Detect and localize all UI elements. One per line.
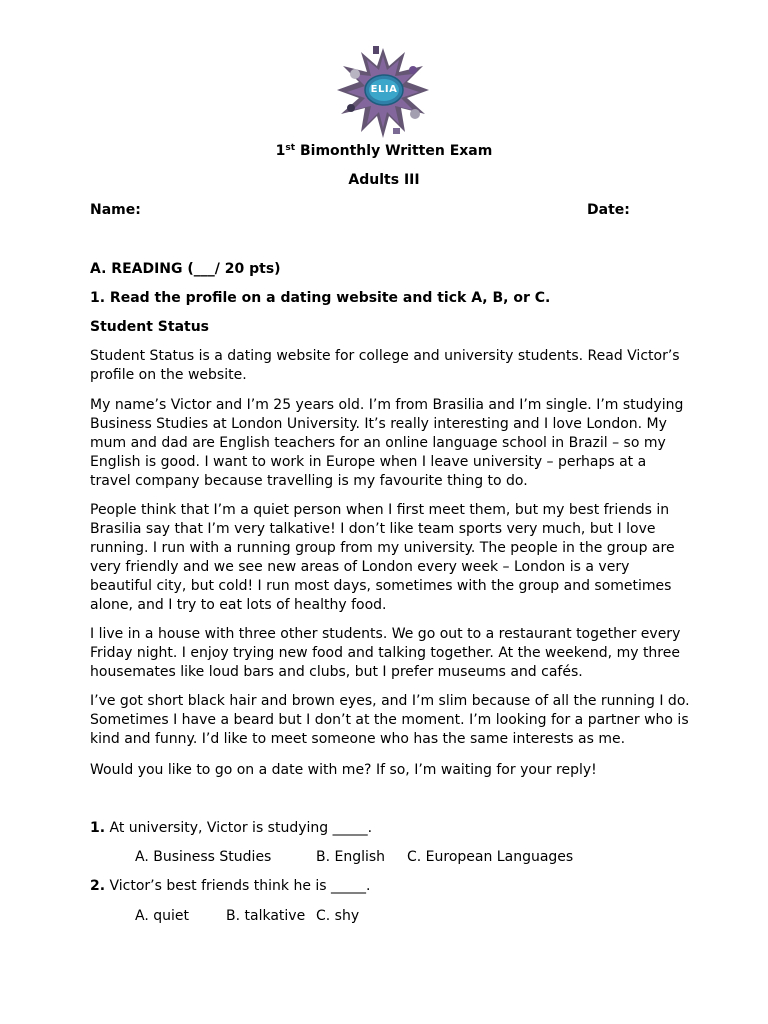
title-number: 1 [275, 143, 286, 159]
profile-paragraph-5: Would you like to go on a date with me? If so, I’m waiting for your reply! [90, 762, 597, 778]
question-1 [90, 819, 372, 838]
school-logo [333, 44, 433, 140]
intro-paragraph: Student Status is a dating website for college and university students. Read Victor’s profile on the website. [90, 348, 680, 383]
section-heading: A. READING (___/ 20 pts) [90, 261, 281, 277]
question-1-option-c[interactable]: C. European Languages [407, 849, 574, 865]
exam-title [0, 142, 768, 161]
question-number: 1. [90, 820, 106, 836]
profile-paragraph-4: I’ve got short black hair and brown eyes, and I’m slim because of all the running I do. Sometimes I have a beard but I don’t at the moment. I’m looking for a partner who is kind and funny. I’d like to meet someone who has the same interests as me. [90, 693, 690, 747]
question-text: Victor’s best friends think he is _____. [105, 878, 371, 894]
question-2-option-c[interactable]: C. shy [316, 908, 360, 924]
question-1-option-b[interactable]: B. English [316, 849, 386, 865]
profile-paragraph-2: People think that I’m a quiet person when I first meet them, but my best friends in Brasilia say that I’m very talkative! I don’t like team sports very much, but I love running. I run with a running group from my university. The people in the group are very friendly and we see new areas of London every week – London is a very beautiful city, but cold! I run most days, sometimes with the group and sometimes alone, and I try to eat lots of healthy food. [90, 502, 675, 613]
profile-paragraph-3: I live in a house with three other students. We go out to a restaurant together every Friday night. I enjoy trying new food and talking together. At the weekend, my three housemates like loud bars and clubs, but I prefer museums and cafés. [90, 626, 681, 680]
title-superscript: st [285, 143, 296, 153]
question-1-option-a[interactable]: A. Business Studies [135, 849, 272, 865]
logo-text: ELIA [370, 84, 398, 95]
question-2 [90, 877, 371, 896]
date-label: Date: [587, 202, 630, 218]
website-name: Student Status [90, 319, 210, 335]
exam-subtitle: Adults III [348, 172, 420, 188]
question-text: At university, Victor is studying _____. [105, 820, 373, 836]
question-number: 2. [90, 878, 106, 894]
question-2-option-b[interactable]: B. talkative [226, 908, 306, 924]
name-label: Name: [90, 202, 141, 218]
title-rest: Bimonthly Written Exam [295, 143, 493, 159]
profile-paragraph-1: My name’s Victor and I’m 25 years old. I’m from Brasilia and I’m single. I’m studying Business Studies at London University. It’s really interesting and I love London. My mum and dad are English teachers for an online language school in Brazil – so my English is good. I want to work in Europe when I leave university – perhaps at a travel company because travelling is my favourite thing to do. [90, 397, 684, 489]
question-2-option-a[interactable]: A. quiet [135, 908, 189, 924]
reading-instruction: 1. Read the profile on a dating website and tick A, B, or C. [90, 290, 551, 306]
